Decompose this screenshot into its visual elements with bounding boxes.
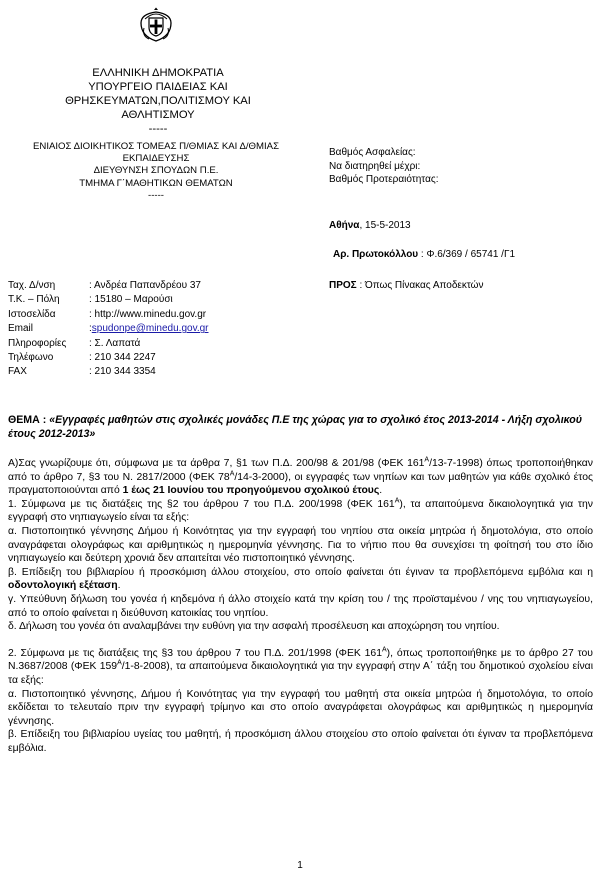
subject — [8, 413, 593, 441]
paragraph-gap — [8, 634, 593, 647]
contact-row — [8, 279, 209, 293]
body-paragraph: γ. Υπεύθυνη δήλωση του γονέα ή κηδεμόνα ή άλλο στοιχείο κατά την κρίση του / της προϊσταμένου / νης του νηπιαγωγείου, από το οποίο φαίνεται η διεύθυνση κατοικίας του νηπίου. — [8, 593, 593, 619]
text-run: /1-8-2008), τα απαιτούμενα δικαιολογητικά για την εγγραφή στην Α΄ τάξη του δημοτικού σχολείου είναι τα εξής: — [8, 661, 593, 686]
contact-value: : Σ. Λαπατά — [89, 337, 141, 349]
text-run: β. Επίδειξη του βιβλιαρίου ή προσκόμιση άλλου στοιχείου, στο οποίο φαίνεται ότι έγιναν τα προβλεπόμενα εμβόλια και η — [8, 566, 593, 578]
contact-key: Πληροφορίες — [8, 337, 67, 349]
body-paragraph: α. Πιστοποιητικό γέννησης Δήμου ή Κοινότητας για την εγγραφή του νηπίου στα οικεία μητρώα ή δημοτολόγια, στο οποίο αναγράφεται ολογράφως και αριθμητικώς η ημερομηνία γέννησης. Για το νήπιο που θα συνεχίσει τη φοίτησή του στο ίδιο νηπιαγωγείο και δεύτερη χρονιά δεν απαιτείται νέο πιστοποιητικό γέννησης. — [8, 525, 593, 565]
body-paragraph — [8, 566, 593, 593]
department-line: ΔΙΕΥΘΥΝΣΗ ΣΠΟΥΔΩΝ Π.Ε. — [93, 165, 219, 177]
department-line: ΤΜΗΜΑ Γ΄ΜΑΘΗΤΙΚΩΝ ΘΕΜΑΤΩΝ — [79, 177, 233, 189]
department-line: ΕΝΙΑΙΟΣ ΔΙΟΙΚΗΤΙΚΟΣ ΤΟΜΕΑΣ Π/ΘΜΙΑΣ ΚΑΙ Δ/ΘΜΙΑΣ — [33, 141, 279, 152]
superscript: Α — [229, 470, 235, 478]
email-link[interactable]: spudonpe@minedu.gov.gr — [91, 323, 209, 335]
security-level: Βαθμός Ασφαλείας: — [329, 147, 416, 158]
page-number: 1 — [297, 860, 303, 871]
contact-row — [8, 293, 209, 307]
text-run: /13-7-1998) όπως τροποποιήθηκαν από το άρθρο 7, §3 του Ν. 2817/2000 (ΦΕΚ 78 — [8, 458, 593, 483]
protocol-value: : Φ.6/369 / 65741 /Γ1 — [418, 249, 516, 260]
text-run: . — [379, 485, 383, 497]
contact-row — [8, 322, 209, 336]
contact-value: : 210 344 3354 — [89, 366, 156, 378]
header-line: ΥΠΟΥΡΓΕΙΟ ΠΑΙΔΕΙΑΣ ΚΑΙ — [88, 81, 228, 93]
body-paragraph — [8, 498, 593, 525]
recipients-label: ΠΡΟΣ — [329, 280, 357, 291]
document-body — [8, 457, 593, 755]
contact-row — [8, 351, 209, 365]
header-line: ΑΘΛΗΤΙΣΜΟΥ — [121, 109, 195, 121]
body-paragraph: δ. Δήλωση του γονέα ότι αναλαμβάνει την ευθύνη για την ασφαλή προσέλευση και αποχώρηση του νηπίου. — [8, 621, 500, 633]
header-separator: ----- — [148, 123, 168, 135]
text-run: . — [117, 580, 121, 592]
contact-row — [8, 337, 209, 351]
superscript: Α — [394, 497, 400, 505]
contact-value: : 15180 – Μαρούσι — [89, 294, 173, 306]
bold-run: οδοντολογική εξέταση — [8, 580, 118, 592]
contact-value: : Ανδρέα Παπανδρέου 37 — [89, 280, 201, 291]
superscript: Α — [381, 646, 387, 654]
recipients — [329, 279, 483, 292]
department-block — [14, 141, 298, 202]
text-run: /14-3-2000), οι εγγραφές των νηπίων και των μαθητών για κάθε σχολικό έτος πραγματοποιούνται από — [8, 471, 593, 497]
website-value: : http://www.minedu.gov.gr — [89, 308, 207, 320]
text-run: 2. Σύμφωνα με τις διατάξεις της §3 του άρθρου 7 του Π.Δ. 201/1998 (ΦΕΚ 161 — [8, 647, 382, 659]
contact-row — [8, 365, 209, 379]
ministry-header — [60, 66, 256, 136]
security-block — [329, 146, 438, 187]
date-value: , 15-5-2013 — [359, 220, 411, 231]
subject-text: «Εγγραφές μαθητών στις σχολικές μονάδες Π.Ε της χώρας για το σχολικό έτος 2013-2014 - Λήξη σχολικού έτους 2012-2013» — [8, 414, 582, 440]
contact-key: Ταχ. Δ/νση — [8, 280, 56, 291]
subject-label: ΘΕΜΑ : — [8, 414, 50, 426]
superscript: Α — [117, 659, 122, 667]
department-separator: ----- — [148, 189, 164, 201]
contact-key: Τ.Κ. – Πόλη — [8, 294, 60, 306]
department-line: ΕΚΠΑΙΔΕΥΣΗΣ — [122, 153, 190, 165]
date-city: Αθήνα — [329, 220, 360, 231]
text-run: ), τα απαιτούμενα δικαιολογητικά για την εγγραφή στο νηπιαγωγείο είναι τα εξής: — [8, 498, 593, 524]
retention-period: Να διατηρηθεί μέχρι: — [329, 160, 421, 172]
body-paragraph — [8, 457, 593, 498]
contact-value: : 210 344 2247 — [89, 352, 156, 364]
contact-row — [8, 308, 209, 322]
body-paragraph: β. Επίδειξη του βιβλιαρίου υγείας του μαθητή, ή προσκόμιση άλλου στοιχείου στο οποίο φαίνεται ότι έγιναν τα προβλεπόμενα εμβόλια. — [8, 729, 593, 754]
priority-level: Βαθμός Προτεραιότητας: — [329, 174, 439, 186]
contact-details — [8, 279, 209, 380]
contact-value: : — [89, 323, 92, 335]
text-run: ), όπως τροποποιήθηκε με το άρθρο 27 του Ν.3687/2008 (ΦΕΚ 159 — [8, 647, 593, 673]
greek-emblem-icon — [137, 6, 175, 44]
protocol-label: Αρ. Πρωτοκόλλου — [333, 249, 419, 260]
contact-key: Τηλέφωνο — [8, 352, 54, 364]
superscript: Α — [424, 456, 430, 464]
contact-key: FAX — [8, 366, 27, 378]
document-date — [329, 219, 411, 232]
text-run: Α)Σας γνωρίζουμε ότι, σύμφωνα με τα άρθρα 7, §1 των Π.Δ. 200/98 & 201/98 (ΦΕΚ 161 — [8, 458, 425, 469]
contact-key: Email — [8, 323, 34, 335]
recipients-value: : Όπως Πίνακας Αποδεκτών — [356, 280, 484, 291]
header-line: ΘΡΗΣΚΕΥΜΑΤΩΝ,ΠΟΛΙΤΙΣΜΟΥ ΚΑΙ — [65, 95, 251, 107]
header-line: ΕΛΛΗΝΙΚΗ ΔΗΜΟΚΡΑΤΙΑ — [92, 67, 224, 79]
bold-run: 1 έως 21 Ιουνίου του προηγούμενου σχολικού έτους — [122, 485, 380, 497]
text-run: 1. Σύμφωνα με τις διατάξεις της §2 του άρθρου 7 του Π.Δ. 200/1998 (ΦΕΚ 161 — [8, 498, 395, 510]
contact-key: Ιστοσελίδα — [8, 308, 56, 320]
body-paragraph — [8, 647, 593, 688]
protocol-number — [333, 248, 515, 261]
body-paragraph: α. Πιστοποιητικό γέννησης, Δήμου ή Κοινότητας για την εγγραφή του μαθητή στα οικεία μητρώα ή δημοτολόγια, το οποίο εκδίδεται το τελευταίο πριν την εγγραφή τρίμηνο και στο οποίο αναγράφεται ολογράφως και αριθμητικώς η ημερομηνία γέννησης. — [8, 688, 593, 727]
